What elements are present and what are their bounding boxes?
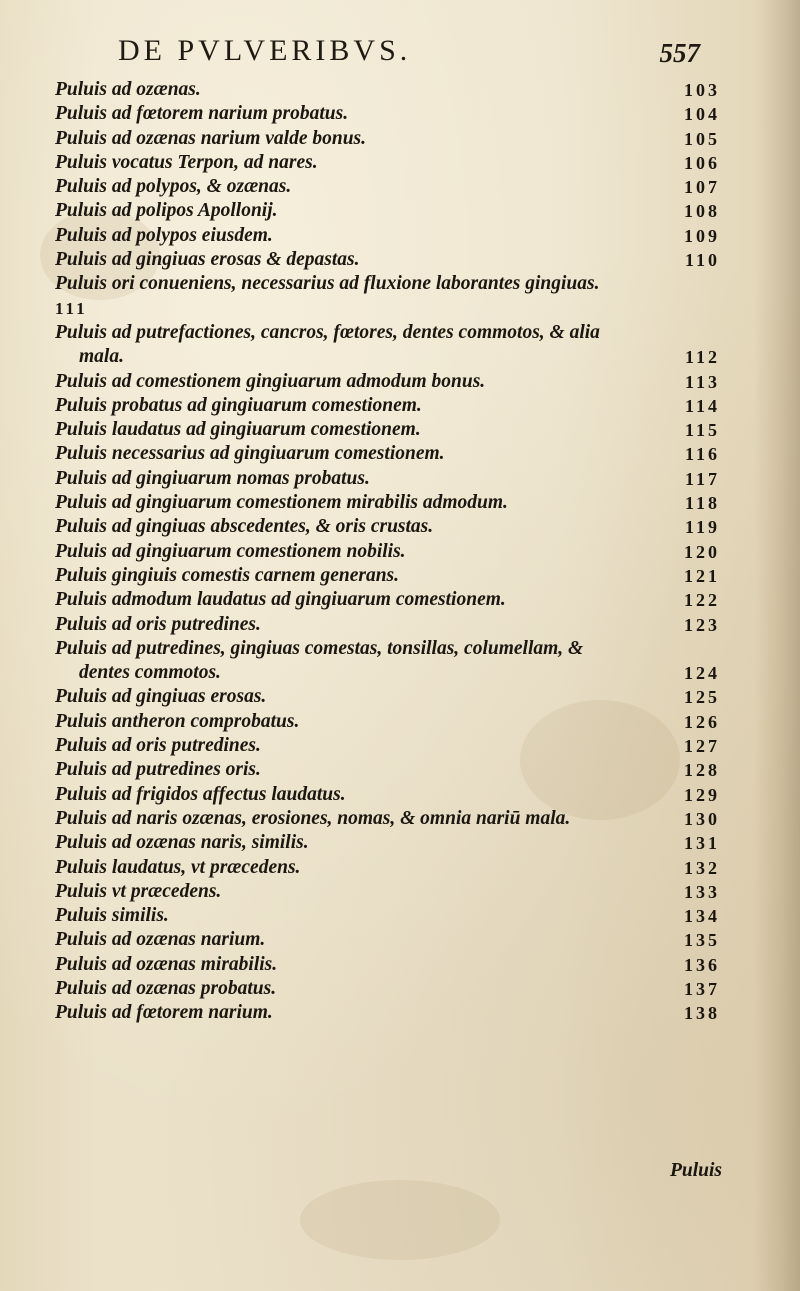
entry-number: 130 [684, 808, 720, 829]
index-entry [55, 685, 720, 709]
entry-title: Puluis ad ozænas. [55, 79, 201, 100]
page-edge-shadow [754, 0, 800, 1291]
entry-title: Puluis ad oris putredines. [55, 613, 261, 635]
entry-number: 133 [684, 881, 720, 902]
entry-number: 112 [684, 347, 720, 368]
entry-title: Puluis ad putredines oris. [55, 759, 261, 781]
index-entry [55, 394, 720, 418]
entry-title: Puluis laudatus ad gingiuarum comestionem. [55, 419, 421, 441]
entry-number: 128 [684, 760, 720, 781]
entry-title: Puluis gingiuis comestis carnem generans. [55, 564, 400, 586]
index-entry [55, 248, 720, 272]
index-entry [55, 467, 720, 491]
index-entry [55, 953, 720, 977]
entry-title: Puluis ad fœtorem narium. [55, 1002, 273, 1024]
entry-number: 129 [684, 784, 720, 805]
index-entry [55, 175, 720, 199]
index-entry [55, 442, 720, 466]
entry-number: 113 [684, 371, 720, 392]
entry-title: Puluis similis. [55, 905, 169, 927]
entry-number: 104 [684, 104, 720, 125]
entry-title: Puluis ad ozænas narium. [55, 929, 266, 951]
entry-number: 132 [684, 857, 720, 878]
entry-title: Puluis necessarius ad gingiuarum comestionem. [55, 443, 445, 465]
entry-number: 116 [684, 444, 720, 465]
page-number: 557 [659, 38, 700, 68]
index-entry [55, 515, 720, 539]
entry-number: 123 [684, 614, 720, 635]
index-entry [55, 758, 720, 782]
index-entry [55, 491, 720, 515]
entry-number: 127 [684, 736, 720, 757]
index-entry [55, 78, 720, 102]
entry-title: Puluis ad polypos, & ozænas. [55, 176, 292, 198]
entry-title: Puluis ad naris ozænas, erosiones, nomas, & omnia nariū mala. [55, 807, 571, 829]
entry-title: Puluis ad fœtorem narium probatus. [55, 103, 349, 125]
index-entry [55, 564, 720, 588]
entry-number: 126 [684, 711, 720, 732]
entry-number: 117 [684, 468, 720, 489]
entry-title: Puluis probatus ad gingiuarum comestionem. [55, 394, 422, 416]
index-entry [55, 127, 720, 151]
index-entry [55, 102, 720, 126]
index-entry [55, 710, 720, 734]
entry-title: Puluis ad polipos Apollonij. [55, 200, 278, 222]
entry-number: 124 [684, 663, 720, 684]
index-entry [55, 928, 720, 952]
index-entry [55, 540, 720, 564]
entry-title: Puluis ad gingiuarum comestionem mirabilis admodum. [55, 492, 508, 514]
entry-title: Puluis vt præcedens. [55, 880, 222, 902]
index-entry [55, 321, 720, 370]
entry-number: 107 [684, 177, 720, 198]
entry-continuation: mala. [79, 346, 124, 368]
index-entry [55, 807, 720, 831]
index-entry [55, 856, 720, 880]
index-list [55, 78, 720, 1026]
index-entry [55, 272, 720, 321]
entry-title: Puluis ad gingiuarum nomas probatus. [55, 467, 370, 489]
entry-title: Puluis laudatus, vt præcedens. [55, 856, 301, 878]
running-head: DE PVLVERIBVS. [118, 34, 412, 67]
index-entry [55, 783, 720, 807]
index-entry [55, 734, 720, 758]
entry-title: Puluis ad ozænas narium valde bonus. [55, 127, 367, 149]
entry-number: 118 [684, 493, 720, 514]
entry-title: Puluis admodum laudatus ad gingiuarum comestionem. [55, 589, 506, 611]
entry-title: Puluis ori conueniens, necessarius ad fluxione laborantes gingiuas. [55, 273, 600, 295]
entry-title: Puluis ad gingiuas abscedentes, & oris crustas. [55, 516, 434, 538]
entry-number: 136 [684, 954, 720, 975]
entry-number: 131 [684, 833, 720, 854]
index-entry [55, 588, 720, 612]
entry-number: 125 [684, 687, 720, 708]
catchword: Puluis [669, 1160, 722, 1181]
entry-number: 105 [684, 128, 720, 149]
entry-number: 134 [684, 906, 720, 927]
entry-number: 138 [684, 1003, 720, 1024]
entry-title: Puluis ad gingiuas erosas. [55, 686, 267, 708]
index-entry [55, 151, 720, 175]
entry-number: 106 [684, 152, 720, 173]
entry-number: 121 [684, 565, 720, 586]
entry-number: 137 [684, 978, 720, 999]
index-entry [55, 904, 720, 928]
entry-number: 120 [684, 541, 720, 562]
entry-title: Puluis vocatus Terpon, ad nares. [55, 151, 318, 173]
paper-stain [300, 1180, 500, 1260]
index-entry [55, 831, 720, 855]
entry-number: 122 [684, 590, 720, 611]
entry-title: Puluis ad ozænas naris, similis. [55, 832, 309, 854]
entry-title: Puluis ad comestionem gingiuarum admodum bonus. [55, 370, 486, 392]
entry-title: Puluis ad frigidos affectus laudatus. [55, 783, 346, 805]
entry-title: Puluis ad polypos eiusdem. [55, 224, 273, 246]
index-entry [55, 370, 720, 394]
index-entry [55, 224, 720, 248]
entry-number: 115 [684, 420, 720, 441]
entry-number: 109 [684, 225, 720, 246]
entry-title: Puluis antheron comprobatus. [55, 710, 300, 732]
entry-number: 114 [684, 395, 720, 416]
entry-continuation: dentes commotos. [79, 662, 221, 684]
entry-title: Puluis ad putredines, gingiuas comestas, tonsillas, columellam, & [55, 637, 584, 659]
index-entry [55, 418, 720, 442]
index-entry [55, 637, 720, 686]
entry-title: Puluis ad gingiuas erosas & depastas. [55, 249, 360, 271]
entry-title: Puluis ad putrefactiones, cancros, fœtores, dentes commotos, & alia [55, 321, 600, 343]
entry-number: 111 [55, 298, 88, 318]
index-entry [55, 977, 720, 1001]
index-entry [55, 880, 720, 904]
entry-title: Puluis ad ozænas probatus. [55, 977, 277, 999]
entry-number: 110 [684, 250, 720, 271]
entry-number: 135 [684, 930, 720, 951]
entry-title: Puluis ad gingiuarum comestionem nobilis. [55, 540, 406, 562]
entry-number: 108 [684, 201, 720, 222]
entry-title: Puluis ad ozænas mirabilis. [55, 953, 278, 975]
entry-title: Puluis ad oris putredines. [55, 735, 261, 757]
page-header [118, 28, 700, 68]
entry-number: 119 [684, 517, 720, 538]
index-entry [55, 199, 720, 223]
index-entry [55, 613, 720, 637]
entry-number: 103 [684, 80, 720, 100]
index-entry [55, 1001, 720, 1025]
